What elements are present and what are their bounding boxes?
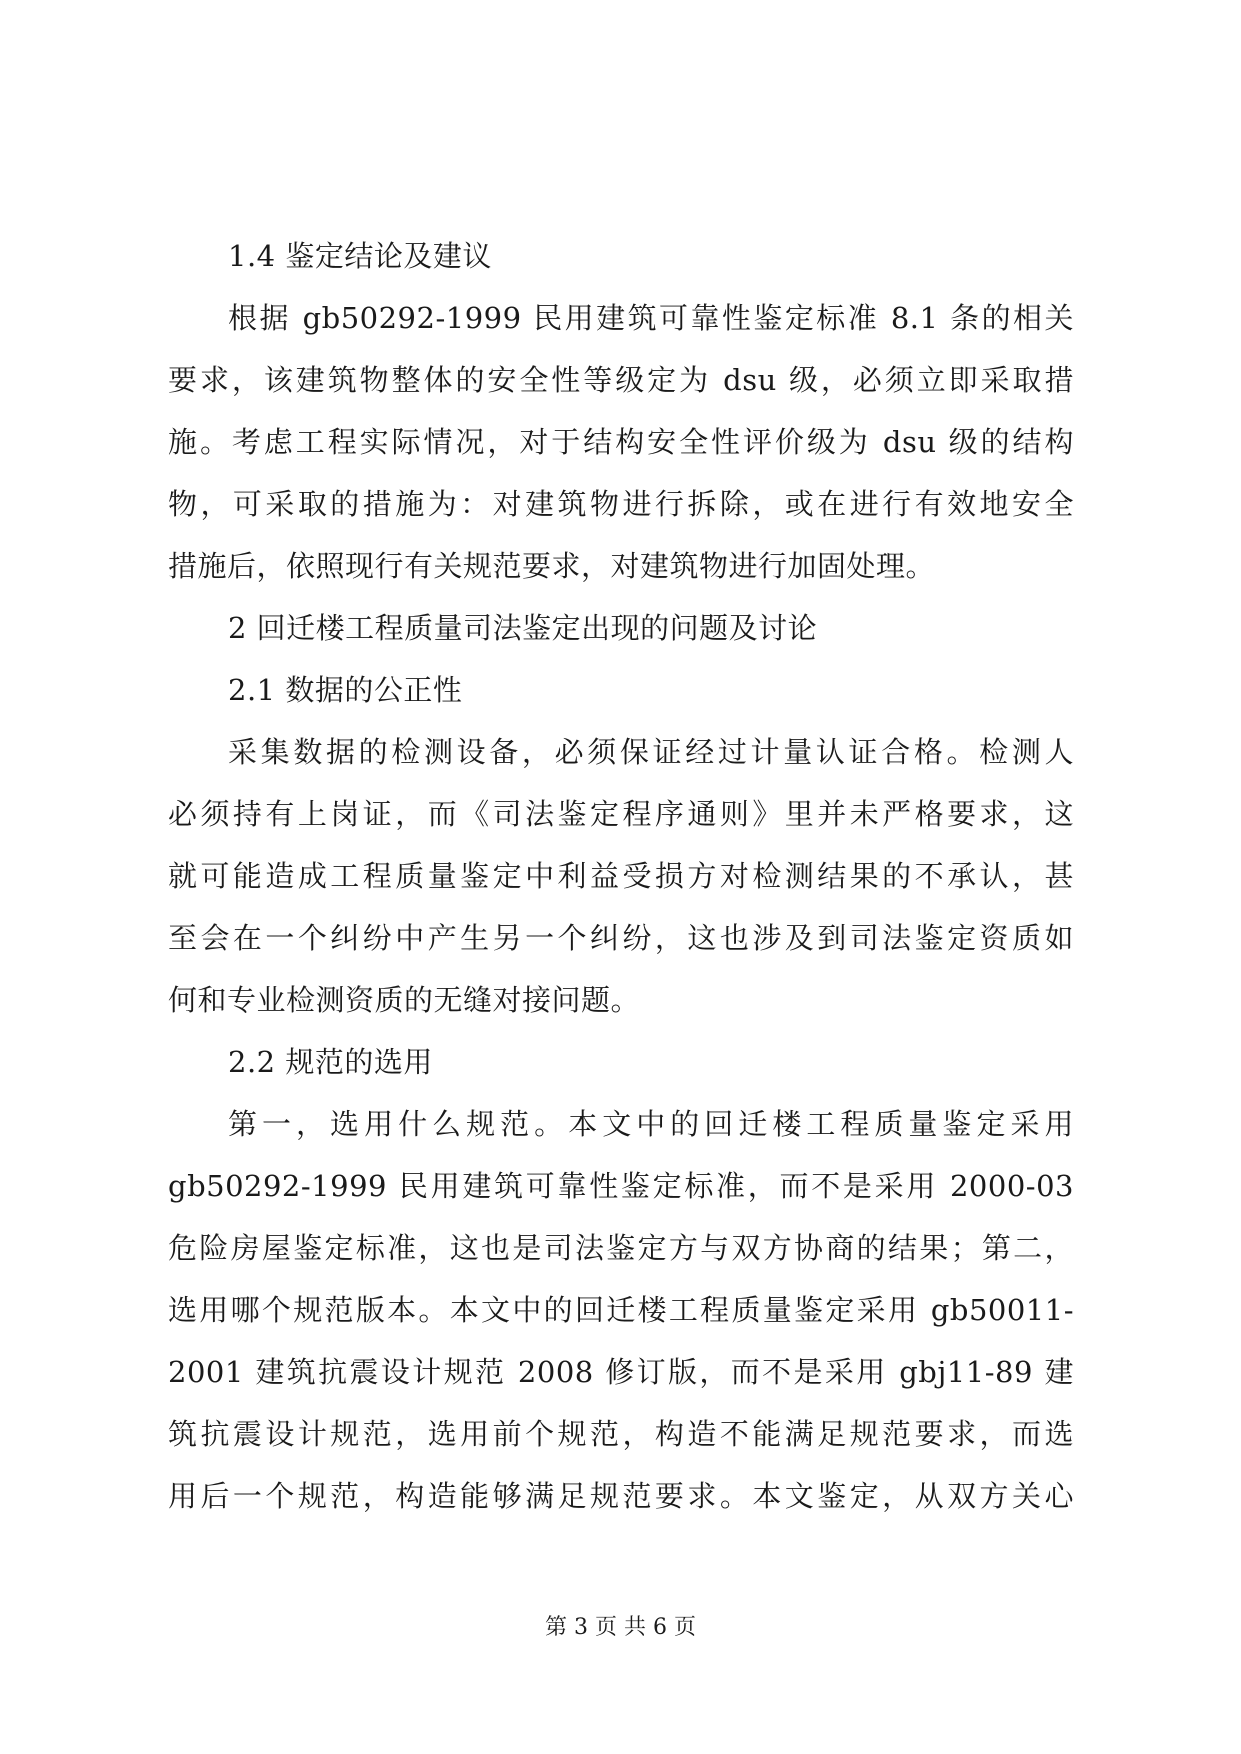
page-footer: 第 3 页 共 6 页 [545,1615,696,1640]
text-line: 用后一个规范，构造能够满足规范要求。本文鉴定，从双方关心 [168,1479,1074,1513]
text-line: 1.4 鉴定结论及建议 [228,239,492,273]
text-line: 2.1 数据的公正性 [228,673,463,707]
document-body [168,225,1074,1527]
text-line: 何和专业检测资质的无缝对接问题。 [168,983,641,1017]
text-line: 至会在一个纠纷中产生另一个纠纷，这也涉及到司法鉴定资质如 [168,921,1074,955]
text-line: 要求，该建筑物整体的安全性等级定为 dsu 级，必须立即采取措 [168,363,1074,397]
text-line: 物，可采取的措施为：对建筑物进行拆除，或在进行有效地安全 [168,487,1074,521]
text-line: 根据 gb50292-1999 民用建筑可靠性鉴定标准 8.1 条的相关 [228,301,1074,335]
text-line: gb50292-1999 民用建筑可靠性鉴定标准，而不是采用 2000-03 [168,1169,1074,1203]
text-line: 施。考虑工程实际情况，对于结构安全性评价级为 dsu 级的结构 [168,425,1074,459]
text-line: 措施后，依照现行有关规范要求，对建筑物进行加固处理。 [168,549,936,583]
text-line: 第一，选用什么规范。本文中的回迁楼工程质量鉴定采用 [228,1107,1074,1141]
text-line: 2 回迁楼工程质量司法鉴定出现的问题及讨论 [228,611,818,645]
text-line: 选用哪个规范版本。本文中的回迁楼工程质量鉴定采用 gb50011- [168,1293,1074,1327]
text-line: 采集数据的检测设备，必须保证经过计量认证合格。检测人 [228,735,1074,769]
text-line: 就可能造成工程质量鉴定中利益受损方对检测结果的不承认，甚 [168,859,1074,893]
text-line: 筑抗震设计规范，选用前个规范，构造不能满足规范要求，而选 [168,1417,1074,1451]
text-line: 危险房屋鉴定标准，这也是司法鉴定方与双方协商的结果；第二， [168,1231,1074,1265]
text-line: 2001 建筑抗震设计规范 2008 修订版，而不是采用 gbj11-89 建 [168,1355,1074,1389]
text-line: 必须持有上岗证，而《司法鉴定程序通则》里并未严格要求，这 [168,797,1074,831]
text-line: 2.2 规范的选用 [228,1045,433,1079]
